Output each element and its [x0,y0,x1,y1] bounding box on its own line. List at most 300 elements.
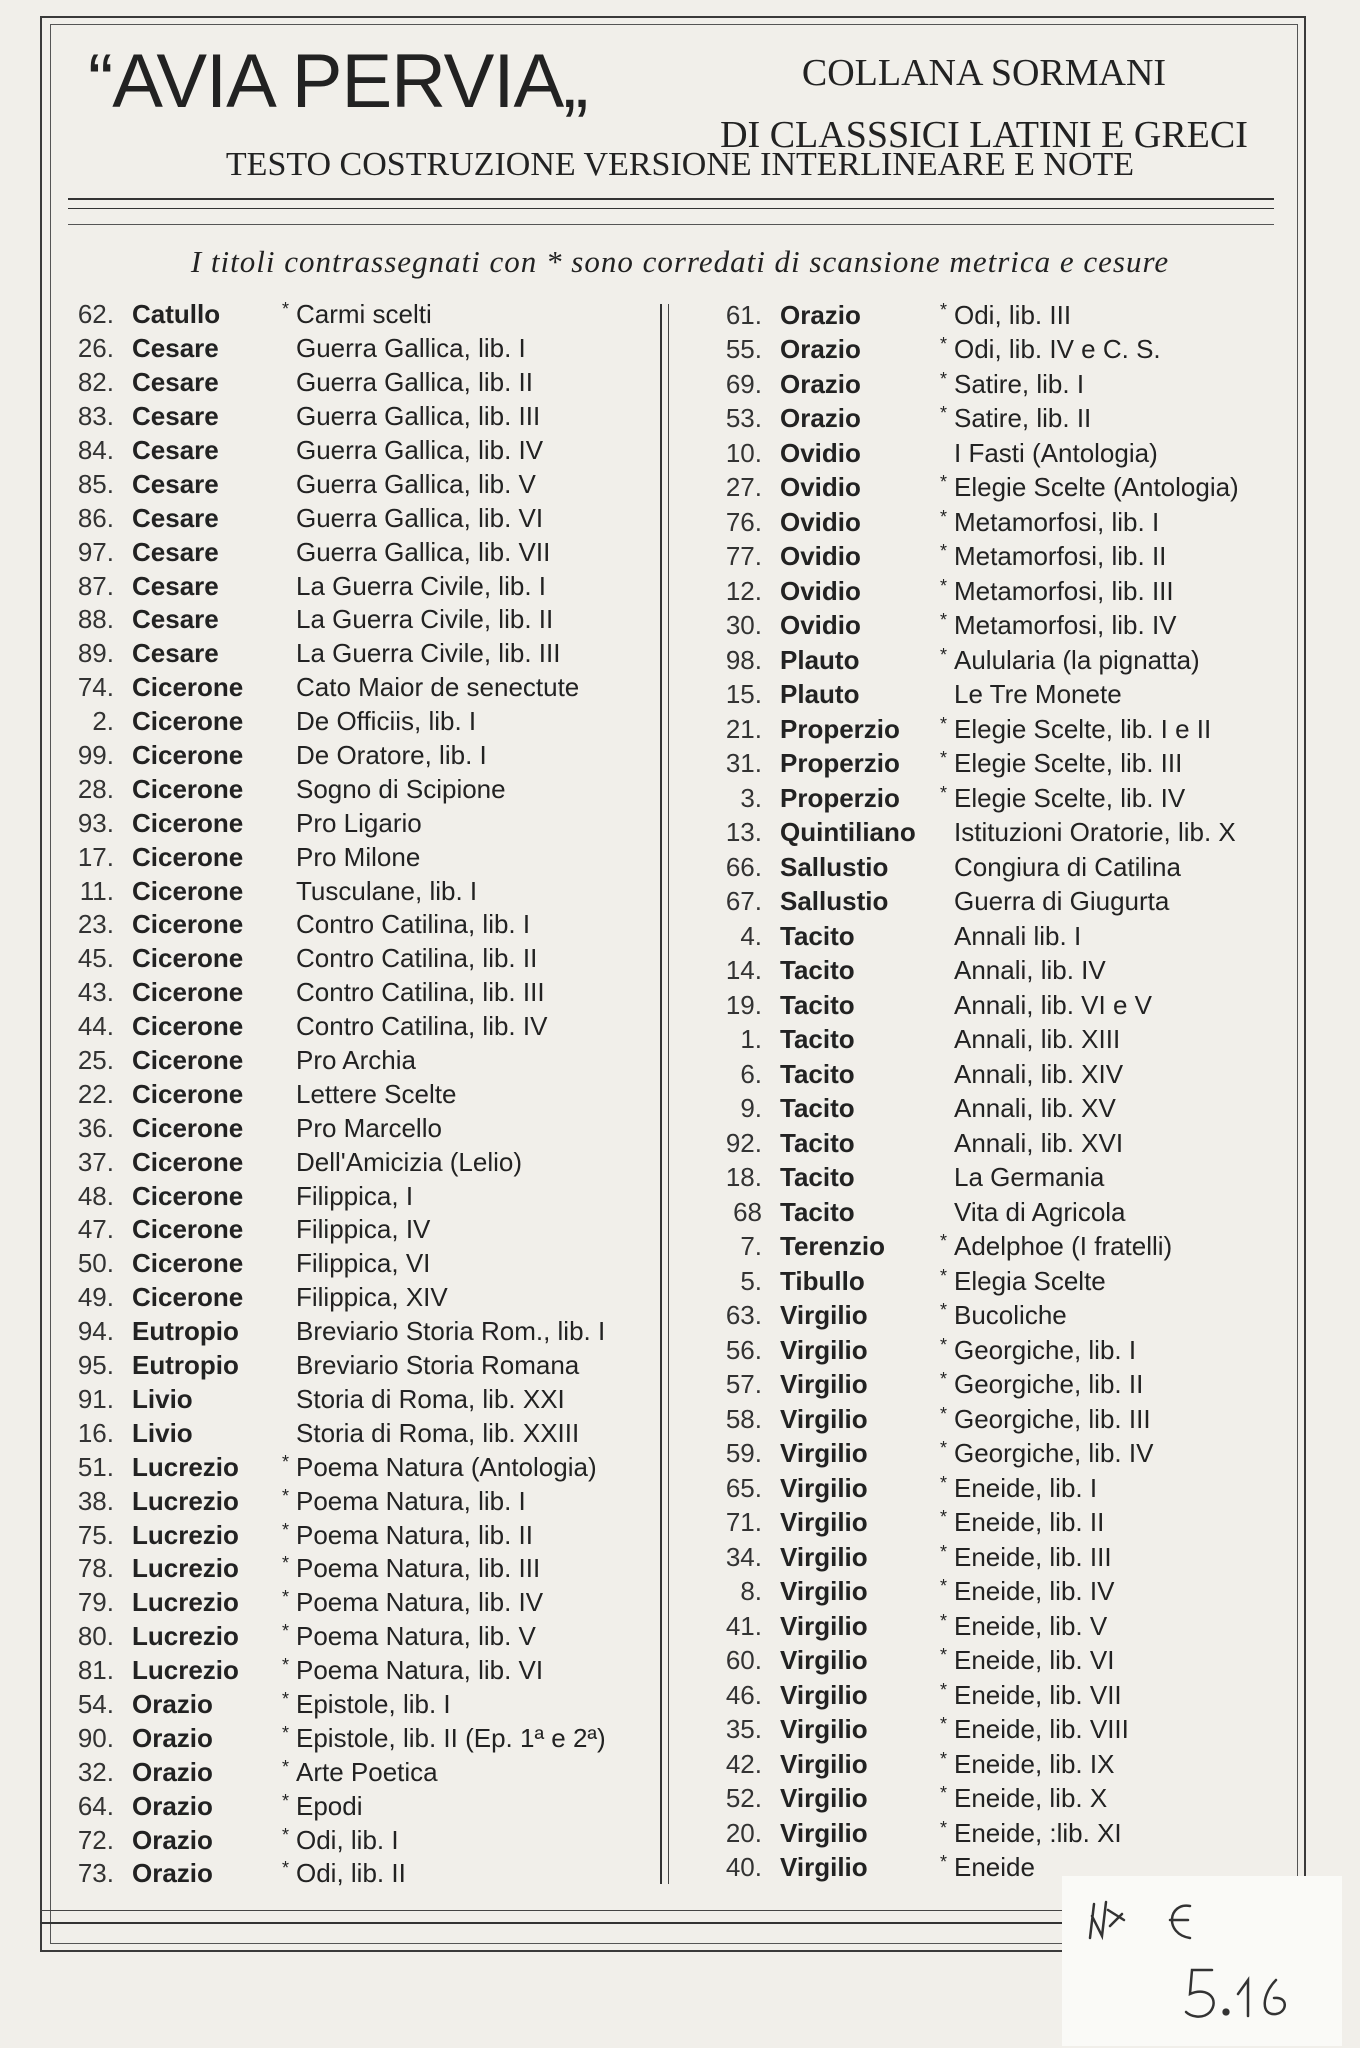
catalog-entry [712,1057,1302,1092]
entry-number: 51. [77,1451,114,1482]
catalog-entry [64,1383,664,1417]
entry-author: Cicerone [132,943,244,974]
entry-author: Livio [132,1417,193,1448]
entry-number: 94. [77,1316,114,1347]
catalog-entry [64,400,664,434]
catalog-entry [712,505,1302,540]
entry-number: 97. [77,536,114,567]
catalog-entry [64,908,664,942]
catalog-entry [64,603,664,637]
catalog-entry [712,1126,1302,1161]
entry-number: 88. [77,604,114,635]
entry-title: Pro Archia [296,1045,416,1076]
entry-author: Cesare [132,604,219,635]
entry-title: Congiura di Catilina [954,851,1181,882]
entry-number: 87. [77,570,114,601]
catalog-entry [64,840,664,874]
entry-author: Tacito [780,1127,855,1158]
catalog-entry [712,1437,1302,1472]
entry-title-cell [940,921,1302,952]
entry-author: Tacito [780,1196,855,1227]
entry-title: Eneide, lib. VII [954,1679,1122,1710]
entry-title: Aulularia (la pignatta) [954,644,1200,675]
catalog-entry [712,1264,1302,1299]
entry-author: Orazio [780,403,861,434]
entry-title: Elegie Scelte, lib. III [954,748,1183,779]
column-divider [668,304,669,1884]
entry-author: Cicerone [132,841,244,872]
header-rule [68,208,1274,209]
catalog-entry [64,1857,664,1891]
entry-number: 74. [77,672,114,703]
entry-title-cell [282,469,664,500]
asterisk-icon: * [940,1265,948,1286]
entry-title: Eneide, lib. I [954,1472,1098,1503]
entry-author: Virgilio [780,1541,868,1572]
catalog-entry [64,1044,664,1078]
entry-number: 5. [740,1265,762,1296]
catalog-entry [64,1789,664,1823]
entry-number: 69. [725,368,762,399]
entry-author: Ovidio [780,437,861,468]
catalog-entry [64,1755,664,1789]
entry-title-cell [940,679,1302,710]
entry-title: Poema Natura, lib. III [296,1553,541,1584]
entry-author: Virgilio [780,1852,868,1883]
entry-number: 13. [725,817,762,848]
entry-title-cell [282,1248,664,1279]
entry-number: 99. [77,740,114,771]
entry-title: Storia di Roma, lib. XXI [296,1383,565,1414]
catalog-entry [64,332,664,366]
asterisk-icon: * [940,1679,948,1700]
catalog-entry [712,885,1302,920]
entry-title-cell [282,1181,664,1212]
entry-title: La Guerra Civile, lib. II [296,604,554,635]
entry-author: Cicerone [132,1146,244,1177]
catalog-entry [712,1230,1302,1265]
catalog-entry [712,367,1302,402]
entry-title: Contro Catilina, lib. IV [296,1011,548,1042]
entry-number: 6. [740,1058,762,1089]
entry-author: Cicerone [132,1112,244,1143]
entry-title-cell [940,1300,1302,1331]
entry-title-cell [940,817,1302,848]
handwritten-price-sticker [1062,1876,1342,2046]
entry-title: Elegia Scelte [954,1265,1106,1296]
entry-author: Cesare [132,401,219,432]
entry-number: 75. [77,1519,114,1550]
entry-title: Odi, lib. IV e C. S. [954,334,1161,365]
entry-title: Bucoliche [954,1300,1067,1331]
entry-number: 72. [77,1824,114,1855]
entry-title-cell [940,1369,1302,1400]
catalog-column-left [64,298,664,1891]
entry-title: Metamorfosi, lib. I [954,506,1160,537]
entry-title: Filippica, VI [296,1248,431,1279]
asterisk-icon: * [282,1858,290,1879]
entry-author: Eutropio [132,1316,239,1347]
entry-number: 59. [725,1438,762,1469]
entry-author: Quintiliano [780,817,916,848]
asterisk-icon: * [940,1714,948,1735]
entry-title: Eneide, lib. V [954,1610,1108,1641]
entry-number: 56. [725,1334,762,1365]
entry-title-cell [940,1783,1302,1814]
asterisk-icon: * [940,575,948,596]
entry-title: Metamorfosi, lib. II [954,541,1167,572]
catalog-entry [64,298,664,332]
entry-title-cell [282,740,664,771]
entry-title: Guerra Gallica, lib. V [296,468,536,499]
entry-title: Odi, lib. I [296,1824,399,1855]
entry-author: Virgilio [780,1783,868,1814]
asterisk-icon: * [940,1817,948,1838]
entry-number: 40. [725,1852,762,1883]
entry-title-cell [282,1316,664,1347]
entry-author: Cesare [132,367,219,398]
catalog-entry [64,1213,664,1247]
entry-title-cell [282,638,664,669]
entry-number: 46. [725,1679,762,1710]
entry-title: Poema Natura, lib. I [296,1485,526,1516]
entry-author: Lucrezio [132,1655,239,1686]
entry-author: Orazio [132,1858,213,1889]
entry-title-cell [282,1113,664,1144]
catalog-entry [64,501,664,535]
asterisk-icon: * [940,472,948,493]
entry-title: Epistole, lib. I [296,1688,451,1719]
entry-title-cell [282,774,664,805]
entry-title: Pro Ligario [296,807,422,838]
entry-title-cell [282,604,664,635]
asterisk-icon: * [940,299,948,320]
entry-title: Odi, lib. II [296,1858,406,1889]
entry-title-cell [282,1418,664,1449]
entry-title: Tusculane, lib. I [296,875,478,906]
entry-author: Tacito [780,1024,855,1055]
entry-number: 50. [77,1248,114,1279]
entry-title-cell [940,438,1302,469]
entry-title-cell [940,403,1302,434]
entry-number: 52. [725,1783,762,1814]
asterisk-icon: * [282,1587,290,1608]
entry-number: 90. [77,1722,114,1753]
catalog-entry [712,436,1302,471]
entry-author: Eutropio [132,1350,239,1381]
catalog-entry [712,1782,1302,1817]
catalog-entry [64,434,664,468]
entry-title: Filippica, XIV [296,1282,448,1313]
scansion-note: I titoli contrassegnati con * sono corredati di scansione metrica e cesure [190,244,1170,279]
entry-title: Sogno di Scipione [296,773,506,804]
entry-number: 47. [77,1214,114,1245]
entry-title-cell [282,1384,664,1415]
entry-author: Tibullo [780,1265,865,1296]
entry-number: 64. [77,1790,114,1821]
entry-number: 16. [77,1417,114,1448]
entry-title: Annali, lib. IV [954,955,1106,986]
entry-author: Cicerone [132,706,244,737]
entry-number: 41. [725,1610,762,1641]
entry-title-cell [940,645,1302,676]
entry-number: 14. [725,955,762,986]
catalog-entry [64,976,664,1010]
catalog-entry [712,781,1302,816]
entry-number: 95. [77,1350,114,1381]
entry-author: Virgilio [780,1300,868,1331]
entry-number: 54. [77,1688,114,1719]
entry-author: Cicerone [132,672,244,703]
footer-rule [40,1922,1130,1924]
entry-title: Annali lib. I [954,920,1082,951]
entry-number: 45. [77,943,114,974]
entry-title-cell [282,808,664,839]
entry-author: Virgilio [780,1576,868,1607]
catalog-entry [712,1540,1302,1575]
entry-author: Virgilio [780,1334,868,1365]
entry-number: 26. [77,333,114,364]
entry-number: 53. [725,403,762,434]
entry-number: 28. [77,773,114,804]
entry-title-cell [282,943,664,974]
entry-author: Cesare [132,435,219,465]
entry-author: Tacito [780,1058,855,1089]
catalog-entry [712,1506,1302,1541]
entry-title-cell [940,576,1302,607]
entry-title: Vita di Agricola [954,1196,1126,1227]
entry-title: Georgiche, lib. IV [954,1438,1154,1469]
collection-line-2: DI CLASSSICI LATINI E GRECI [720,114,1248,156]
catalog-entry [64,874,664,908]
entry-author: Orazio [780,368,861,399]
entry-author: Cesare [132,502,219,533]
catalog-entry [64,1688,664,1722]
entry-author: Cicerone [132,1282,244,1313]
entry-title-cell [282,1079,664,1110]
entry-title-cell [282,1723,664,1754]
entry-title-cell [940,783,1302,814]
entry-author: Cicerone [132,977,244,1008]
entry-title-cell [282,1757,664,1788]
entry-title: De Officiis, lib. I [296,706,477,737]
entry-number: 43. [77,977,114,1008]
entry-title-cell [282,1045,664,1076]
entry-author: Lucrezio [132,1553,239,1584]
asterisk-icon: * [940,1472,948,1493]
asterisk-icon: * [282,299,290,320]
entry-author: Ovidio [780,610,861,641]
entry-title-cell [282,1452,664,1483]
catalog-entry [712,1368,1302,1403]
entry-number: 3. [740,782,762,813]
catalog-entry [712,850,1302,885]
catalog-entry [64,1416,664,1450]
catalog-entry [712,1333,1302,1368]
entry-title: Eneide, lib. VIII [954,1714,1129,1745]
catalog-entry [64,637,664,671]
entry-author: Properzio [780,713,900,744]
catalog-entry [712,1644,1302,1679]
entry-title-cell [940,852,1302,883]
entry-title: Guerra Gallica, lib. IV [296,435,544,465]
entry-title-cell [282,672,664,703]
entry-number: 68 [733,1196,762,1227]
entry-title: Poema Natura, lib. VI [296,1655,544,1686]
catalog-entry [64,366,664,400]
catalog-entry [64,1450,664,1484]
entry-author: Virgilio [780,1610,868,1641]
entry-number: 30. [725,610,762,641]
entry-author: Orazio [132,1824,213,1855]
asterisk-icon: * [282,1722,290,1743]
entry-title: Carmi scelti [296,299,432,330]
catalog-entry [712,1816,1302,1851]
entry-author: Lucrezio [132,1485,239,1516]
asterisk-icon: * [940,1610,948,1631]
asterisk-icon: * [940,403,948,424]
entry-title: Dell'Amicizia (Lelio) [296,1146,523,1177]
entry-title-cell [940,1404,1302,1435]
entry-title: Guerra Gallica, lib. VI [296,502,544,533]
entry-title: Le Tre Monete [954,679,1122,710]
entry-number: 2. [92,706,114,737]
entry-title-cell [282,401,664,432]
entry-number: 76. [725,506,762,537]
entry-title-cell [282,909,664,940]
catalog-entry [712,1471,1302,1506]
entry-title: Pro Milone [296,841,421,872]
entry-number: 35. [725,1714,762,1745]
entry-author: Virgilio [780,1472,868,1503]
catalog-entry [712,1402,1302,1437]
catalog-entry [712,1299,1302,1334]
entry-author: Virgilio [780,1645,868,1676]
catalog-entry [64,1823,664,1857]
entry-title-cell [940,1507,1302,1538]
entry-title-cell [282,299,664,330]
catalog-entry [712,919,1302,954]
entry-author: Properzio [780,782,900,813]
entry-title: Annali, lib. XV [954,1093,1116,1124]
entry-title: Annali, lib. XIII [954,1024,1121,1055]
entry-author: Cicerone [132,1248,244,1279]
entry-number: 7. [740,1231,762,1262]
entry-title: Breviario Storia Romana [296,1350,580,1381]
catalog-entry [64,1281,664,1315]
entry-title-cell [940,369,1302,400]
entry-title: Poema Natura, lib. V [296,1621,536,1652]
entry-author: Tacito [780,1093,855,1124]
entry-number: 48. [77,1180,114,1211]
entry-title: Georgiche, lib. I [954,1334,1137,1365]
catalog-entry [64,1315,664,1349]
entry-author: Ovidio [780,506,861,537]
entry-title-cell [282,435,664,466]
entry-author: Cicerone [132,1045,244,1076]
entry-number: 77. [725,541,762,572]
entry-title: Metamorfosi, lib. III [954,575,1174,606]
entry-number: 8. [740,1576,762,1607]
entry-number: 81. [77,1655,114,1686]
entry-title: Filippica, I [296,1180,414,1211]
entry-title-cell [282,1214,664,1245]
entry-author: Cicerone [132,1078,244,1109]
catalog-entry [64,772,664,806]
entry-author: Cicerone [132,909,244,940]
entry-title-cell [282,706,664,737]
entry-title: De Oratore, lib. I [296,740,487,771]
asterisk-icon: * [282,1824,290,1845]
catalog-entry [712,333,1302,368]
asterisk-icon: * [940,1645,948,1666]
entry-title-cell [940,1714,1302,1745]
catalog-entry [712,954,1302,989]
entry-number: 27. [725,472,762,503]
entry-title: Contro Catilina, lib. II [296,943,538,974]
catalog-entry [64,1552,664,1586]
asterisk-icon: * [940,1369,948,1390]
asterisk-icon: * [940,1852,948,1873]
entry-number: 67. [725,886,762,917]
entry-number: 21. [725,713,762,744]
catalog-entry [64,1010,664,1044]
entry-title-cell [282,1350,664,1381]
entry-number: 89. [77,638,114,669]
entry-title: Poema Natura, lib. IV [296,1587,544,1618]
entry-author: Ovidio [780,575,861,606]
entry-number: 36. [77,1112,114,1143]
asterisk-icon: * [282,1790,290,1811]
asterisk-icon: * [940,782,948,803]
asterisk-icon: * [282,1485,290,1506]
catalog-entry [64,1518,664,1552]
entry-title: I Fasti (Antologia) [954,437,1158,468]
entry-author: Terenzio [780,1231,885,1262]
entry-number: 73. [77,1858,114,1889]
catalog-entry [64,535,664,569]
entry-author: Sallustio [780,851,889,882]
header-rule [68,224,1274,225]
entry-number: 79. [77,1587,114,1618]
entry-author: Lucrezio [132,1587,239,1618]
catalog-entry [64,739,664,773]
entry-title: Guerra Gallica, lib. III [296,401,541,432]
catalog-entry [64,1145,664,1179]
catalog-entry [712,678,1302,713]
entry-author: Orazio [132,1722,213,1753]
asterisk-icon: * [940,713,948,734]
entry-title: Eneide, :lib. XI [954,1817,1122,1848]
entry-title-cell [940,541,1302,572]
entry-title: Epodi [296,1790,363,1821]
entry-title: Contro Catilina, lib. III [296,977,545,1008]
entry-title-cell [940,1611,1302,1642]
entry-number: 12. [725,575,762,606]
entry-title: Georgiche, lib. II [954,1369,1144,1400]
entry-title-cell [282,1791,664,1822]
entry-author: Cesare [132,468,219,499]
entry-number: 22. [77,1078,114,1109]
entry-number: 91. [77,1383,114,1414]
entry-author: Virgilio [780,1679,868,1710]
asterisk-icon: * [940,1541,948,1562]
entry-number: 9. [740,1093,762,1124]
entry-number: 85. [77,468,114,499]
series-subtitle: TESTO COSTRUZIONE VERSIONE INTERLINEARE E NOTE [225,146,1135,183]
entry-number: 11. [79,875,114,906]
entry-title-cell [940,1231,1302,1262]
